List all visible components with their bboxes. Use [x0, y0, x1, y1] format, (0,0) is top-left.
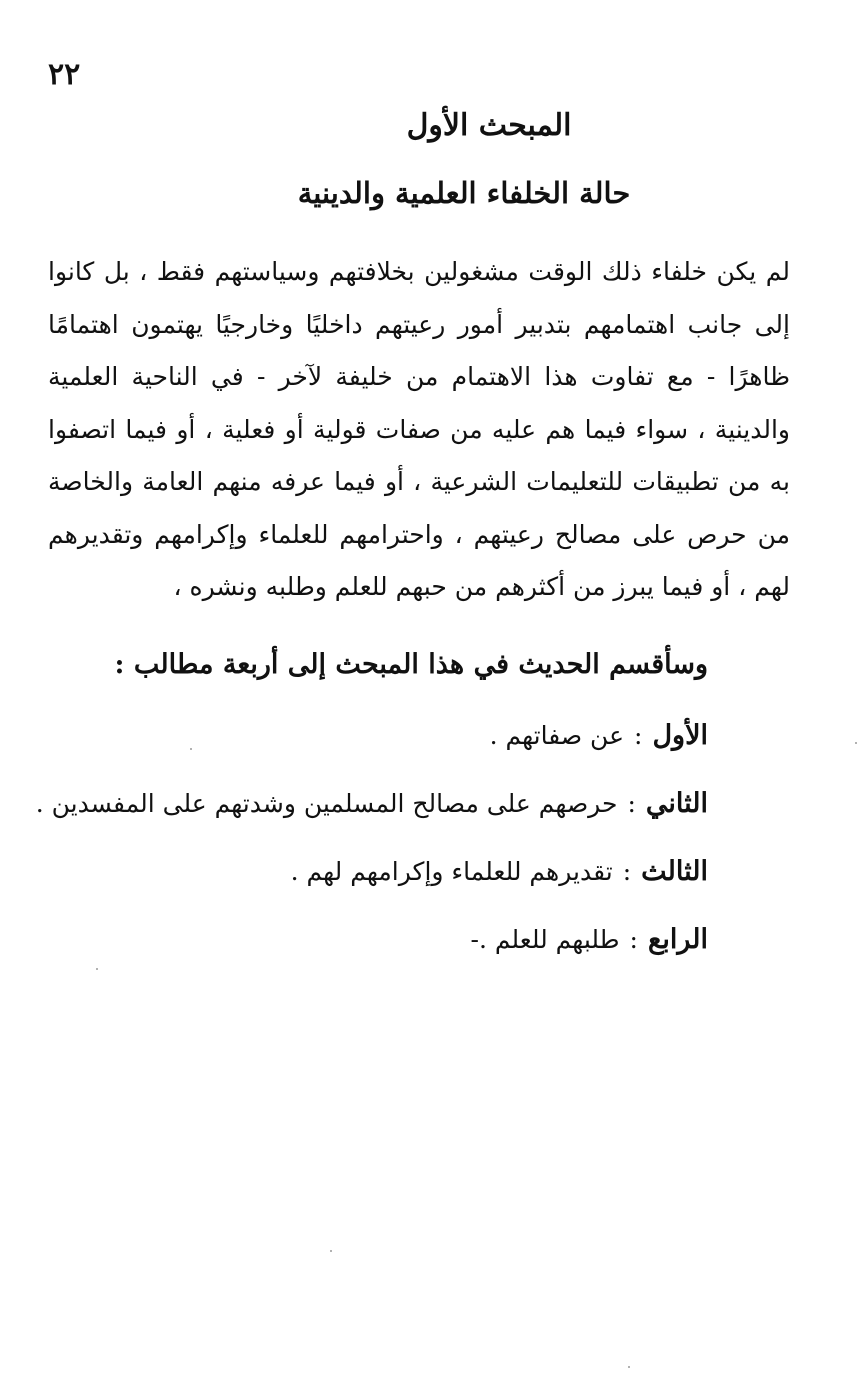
- topic-text: طلبهم للعلم .-: [470, 925, 620, 954]
- body-paragraph: لم يكن خلفاء ذلك الوقت مشغولين بخلافتهم وسياستهم فقط ، بل كانوا إلى جانب اهتمامهم بتدبير أمور رعيتهم داخليًا وخارجيًا يهتمون اهتمامًا ظاهرًا - مع تفاوت هذا الاهتمام من خليفة لآخر - في الناحية العلمية والدينية ، سواء فيما هم عليه من صفات قولية أو فعلية ، أو فيما اتصفوا به من تطبيقات للتعليمات الشرعية ، أو فيما عرفه منهم العامة والخاصة من حرص على مصالح رعيتهم ، واحترامهم للعلماء وإكرامهم وتقديرهم لهم ، أو فيما يبرز من أكثرهم من حبهم للعلم وطلبه ونشره ،: [48, 257, 790, 601]
- topic-item-fourth: [40, 924, 708, 992]
- scan-speck: [96, 968, 98, 970]
- scan-speck: [628, 1366, 630, 1368]
- topic-item-first: [40, 720, 708, 788]
- scan-speck: [330, 1250, 332, 1252]
- topic-separator: :: [629, 925, 638, 954]
- scan-speck: [855, 742, 857, 744]
- topics-list: [35, 720, 708, 992]
- topic-separator: :: [634, 721, 643, 750]
- topic-text: تقديرهم للعلماء وإكرامهم لهم .: [290, 857, 613, 886]
- topic-separator: :: [627, 789, 636, 818]
- section-subtitle: حالة الخلفاء العلمية والدينية: [297, 176, 631, 210]
- topic-separator: :: [622, 857, 632, 886]
- topic-label: الثالث: [641, 856, 708, 887]
- topic-item-third: [40, 856, 708, 924]
- section-title: المبحث الأول: [406, 108, 572, 143]
- topic-text: عن صفاتهم .: [489, 721, 624, 750]
- scan-speck: [190, 748, 192, 750]
- topic-item-second: [35, 788, 708, 856]
- topic-label: الرابع: [647, 924, 708, 955]
- topic-label: الثاني: [645, 788, 708, 819]
- topic-text: حرصهم على مصالح المسلمين وشدتهم على المفسدين .: [35, 789, 618, 818]
- topics-intro: وسأقسم الحديث في هذا المبحث إلى أربعة مطالب :: [114, 649, 708, 680]
- topic-label: الأول: [652, 720, 708, 751]
- page-number: ٢٢: [48, 57, 81, 92]
